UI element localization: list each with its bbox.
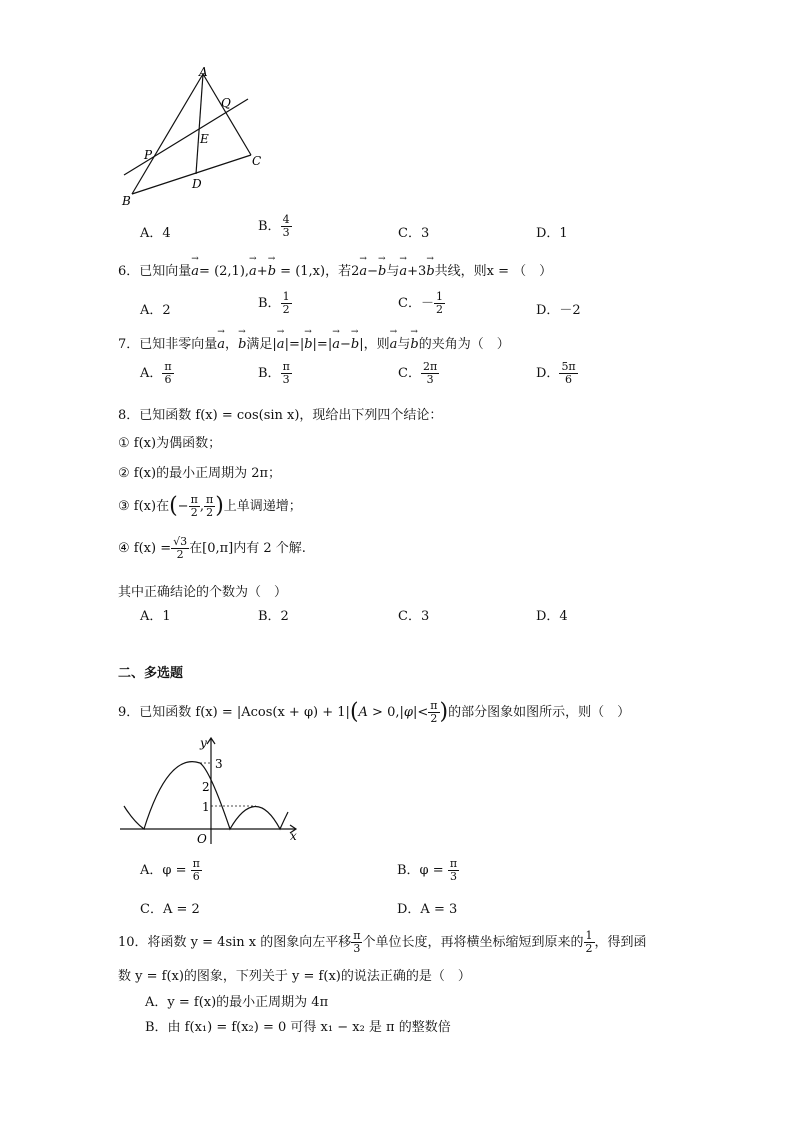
q9-stem: 9．已知函数 f(x) = |Acos(x + φ) + 1|(A > 0,|φ|< $\frac{\pi}{2}$ )的部分图象如图所示，则（ ） — [118, 699, 631, 725]
q5-option-c[interactable]: C．3 — [398, 226, 430, 241]
section-title: 二、多选题 — [118, 666, 184, 681]
q5-option-d[interactable]: D．1 — [536, 226, 568, 241]
q9-option-c[interactable]: C．A = 2 — [140, 902, 200, 917]
q8-conclusion-3: ③ f(x)在(− $\frac{\pi}{2}$ , $\frac{\pi}{2}$ )上单调递增； — [118, 493, 302, 519]
q9-option-a[interactable]: A．φ = $\frac{\pi}{6}$ — [140, 857, 200, 883]
q8-option-b[interactable]: B．2 — [258, 609, 289, 624]
q8-option-a[interactable]: A．1 — [140, 609, 171, 624]
q9-option-d[interactable]: D．A = 3 — [397, 902, 458, 917]
triangle-figure — [110, 62, 280, 212]
graph-x-label: x — [290, 829, 297, 843]
q8-conclusion-1: ① f(x)为偶函数； — [118, 436, 222, 451]
q9-graph — [118, 732, 308, 847]
label-A: A — [199, 65, 208, 79]
q10-option-b[interactable]: B．由 f(x₁) = f(x₂) = 0 可得 x₁ − x₂ 是 π 的整数倍 — [145, 1020, 451, 1035]
q6-option-d[interactable]: D．－2 — [536, 303, 581, 318]
q7-option-b[interactable]: B． $\frac{\pi}{3}$ — [258, 360, 290, 386]
q6-option-c[interactable]: C．－ $\frac{1}{2}$ — [398, 290, 443, 316]
q7-option-d[interactable]: D． $\frac{5\pi}{6}$ — [536, 360, 576, 386]
label-B: B — [122, 194, 131, 208]
q5-option-a[interactable]: A．4 — [140, 226, 171, 241]
q8-option-c[interactable]: C．3 — [398, 609, 430, 624]
q8-option-d[interactable]: D．4 — [536, 609, 568, 624]
q10-option-a[interactable]: A．y = f(x)的最小正周期为 4π — [145, 995, 329, 1010]
q5-option-b[interactable]: B． $\frac{4}{3}$ — [258, 213, 290, 239]
graph-tick-3: 3 — [215, 757, 223, 771]
graph-y-label: y — [200, 736, 207, 750]
q6-option-b[interactable]: B． $\frac{1}{2}$ — [258, 290, 290, 316]
q7-option-c[interactable]: C． $\frac{2\pi}{3}$ — [398, 360, 438, 386]
label-Q: Q — [221, 96, 231, 110]
q9-option-b[interactable]: B．φ = $\frac{\pi}{3}$ — [397, 857, 458, 883]
q10-stem-line2: 数 y = f(x)的图象，下列关于 y = f(x)的说法正确的是（ ） — [118, 969, 471, 984]
q8-stem: 8．已知函数 f(x) = cos(sin x)，现给出下列四个结论： — [118, 408, 443, 423]
q8-conclusion-2: ② f(x)的最小正周期为 2π； — [118, 466, 282, 481]
q7-stem: 7．已知非零向量→ a，→ b满足|→ a|=|→ b|=|→ a−→ b|，则→ a与→ b的夹角为（ ） — [118, 333, 510, 352]
q6-option-a[interactable]: A．2 — [140, 303, 171, 318]
q8-question: 其中正确结论的个数为（ ） — [118, 585, 288, 600]
q7-option-a[interactable]: A． $\frac{\pi}{6}$ — [140, 360, 172, 386]
label-D: D — [192, 177, 202, 191]
q8-conclusion-4: ④ f(x) = $\frac{√3}{2}$ 在[0,π]内有 2 个解. — [118, 535, 306, 561]
graph-tick-2: 2 — [202, 780, 210, 794]
q6-stem: 6．已知向量→ a= (2,1),→ a+→ b = (1,x)，若2→ a−→ b与→ a+3→ b共线，则x = （ ） — [118, 260, 552, 279]
q10-stem-line1: 10．将函数 y = 4sin x 的图象向左平移 $\frac{\pi}{3}$ 个单位长度，再将横坐标缩短到原来的 $\frac{1}{2}$ ，得到函 — [118, 929, 647, 955]
graph-origin: O — [197, 832, 207, 846]
graph-tick-1: 1 — [202, 800, 210, 814]
label-C: C — [252, 154, 262, 168]
label-E: E — [200, 132, 209, 146]
label-P: P — [144, 148, 153, 162]
